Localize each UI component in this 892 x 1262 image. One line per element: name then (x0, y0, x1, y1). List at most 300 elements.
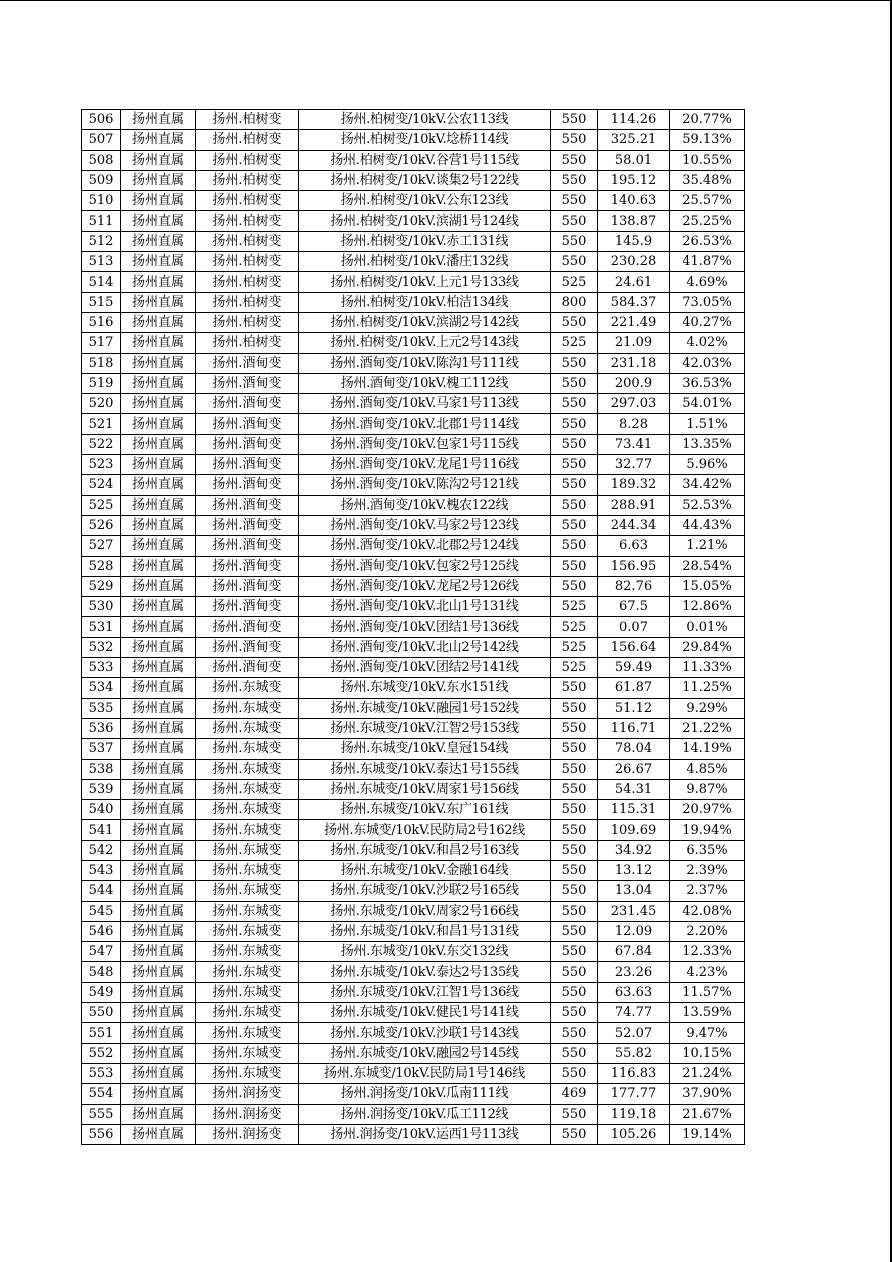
load-cell: 109.69 (598, 820, 670, 840)
capacity-cell: 550 (551, 1023, 598, 1043)
line-name-cell: 扬州.酒甸变/10kV.北山1号131线 (299, 597, 551, 617)
row-number-cell: 509 (82, 170, 121, 190)
row-number-cell: 515 (82, 292, 121, 312)
line-name-cell: 扬州.东城变/10kV.和昌1号131线 (299, 921, 551, 941)
capacity-cell: 550 (551, 718, 598, 738)
line-name-cell: 扬州.酒甸变/10kV.槐工112线 (299, 373, 551, 393)
row-number-cell: 536 (82, 718, 121, 738)
line-name-cell: 扬州.柏树变/10kV.潘庄132线 (299, 252, 551, 272)
line-name-cell: 扬州.东城变/10kV.江智2号153线 (299, 718, 551, 738)
capacity-cell: 525 (551, 637, 598, 657)
load-rate-cell: 41.87% (670, 252, 745, 272)
load-cell: 230.28 (598, 252, 670, 272)
company-cell: 扬州直属 (121, 1084, 196, 1104)
line-name-cell: 扬州.东城变/10kV.融园2号145线 (299, 1043, 551, 1063)
load-rate-cell: 2.39% (670, 860, 745, 880)
load-cell: 63.63 (598, 982, 670, 1002)
capacity-cell: 550 (551, 515, 598, 535)
capacity-cell: 550 (551, 556, 598, 576)
substation-cell: 扬州.东城变 (196, 739, 299, 759)
load-rate-cell: 1.51% (670, 414, 745, 434)
substation-cell: 扬州.东城变 (196, 982, 299, 1002)
capacity-cell: 550 (551, 820, 598, 840)
row-number-cell: 528 (82, 556, 121, 576)
table-row (82, 921, 745, 941)
capacity-cell: 550 (551, 1043, 598, 1063)
company-cell: 扬州直属 (121, 597, 196, 617)
row-number-cell: 543 (82, 860, 121, 880)
load-cell: 156.64 (598, 637, 670, 657)
row-number-cell: 551 (82, 1023, 121, 1043)
table-row (82, 718, 745, 738)
line-name-cell: 扬州.酒甸变/10kV.龙尾2号126线 (299, 576, 551, 596)
load-rate-cell: 28.54% (670, 556, 745, 576)
top-border-line (0, 0, 892, 1)
substation-cell: 扬州.酒甸变 (196, 414, 299, 434)
capacity-cell: 550 (551, 881, 598, 901)
load-rate-cell: 15.05% (670, 576, 745, 596)
load-cell: 116.83 (598, 1063, 670, 1083)
substation-cell: 扬州.柏树变 (196, 170, 299, 190)
load-cell: 52.07 (598, 1023, 670, 1043)
substation-cell: 扬州.东城变 (196, 678, 299, 698)
company-cell: 扬州直属 (121, 252, 196, 272)
load-cell: 115.31 (598, 800, 670, 820)
row-number-cell: 534 (82, 678, 121, 698)
row-number-cell: 556 (82, 1124, 121, 1144)
load-rate-cell: 14.19% (670, 739, 745, 759)
row-number-cell: 521 (82, 414, 121, 434)
company-cell: 扬州直属 (121, 150, 196, 170)
table-row (82, 455, 745, 475)
row-number-cell: 537 (82, 739, 121, 759)
load-cell: 177.77 (598, 1084, 670, 1104)
load-cell: 200.9 (598, 373, 670, 393)
company-cell: 扬州直属 (121, 312, 196, 332)
load-cell: 13.04 (598, 881, 670, 901)
table-row (82, 414, 745, 434)
load-cell: 231.45 (598, 901, 670, 921)
load-cell: 138.87 (598, 211, 670, 231)
substation-cell: 扬州.酒甸变 (196, 495, 299, 515)
table-row (82, 333, 745, 353)
substation-cell: 扬州.酒甸变 (196, 394, 299, 414)
substation-cell: 扬州.酒甸变 (196, 637, 299, 657)
line-name-cell: 扬州.柏树变/10kV.埝桥114线 (299, 130, 551, 150)
capacity-cell: 550 (551, 962, 598, 982)
load-rate-cell: 9.87% (670, 779, 745, 799)
load-rate-cell: 25.57% (670, 191, 745, 211)
table-row (82, 840, 745, 860)
load-rate-cell: 44.43% (670, 515, 745, 535)
table-row (82, 292, 745, 312)
load-cell: 156.95 (598, 556, 670, 576)
company-cell: 扬州直属 (121, 536, 196, 556)
load-rate-cell: 36.53% (670, 373, 745, 393)
row-number-cell: 518 (82, 353, 121, 373)
line-name-cell: 扬州.柏树变/10kV.上元2号143线 (299, 333, 551, 353)
company-cell: 扬州直属 (121, 759, 196, 779)
company-cell: 扬州直属 (121, 1023, 196, 1043)
load-rate-cell: 21.24% (670, 1063, 745, 1083)
load-rate-cell: 34.42% (670, 475, 745, 495)
line-name-cell: 扬州.润扬变/10kV.运西1号113线 (299, 1124, 551, 1144)
load-rate-cell: 4.85% (670, 759, 745, 779)
row-number-cell: 553 (82, 1063, 121, 1083)
row-number-cell: 550 (82, 1003, 121, 1023)
load-rate-cell: 13.59% (670, 1003, 745, 1023)
load-rate-cell: 26.53% (670, 231, 745, 251)
row-number-cell: 542 (82, 840, 121, 860)
table-row (82, 617, 745, 637)
table-row (82, 637, 745, 657)
substation-cell: 扬州.东城变 (196, 718, 299, 738)
table-row (82, 170, 745, 190)
table-row (82, 312, 745, 332)
substation-cell: 扬州.东城变 (196, 962, 299, 982)
capacity-cell: 550 (551, 455, 598, 475)
row-number-cell: 526 (82, 515, 121, 535)
row-number-cell: 512 (82, 231, 121, 251)
company-cell: 扬州直属 (121, 1063, 196, 1083)
substation-cell: 扬州.酒甸变 (196, 556, 299, 576)
line-name-cell: 扬州.东城变/10kV.皇冠154线 (299, 739, 551, 759)
load-cell: 78.04 (598, 739, 670, 759)
table-row (82, 1003, 745, 1023)
company-cell: 扬州直属 (121, 698, 196, 718)
table-row (82, 576, 745, 596)
substation-cell: 扬州.柏树变 (196, 252, 299, 272)
line-name-cell: 扬州.东城变/10kV.融园1号152线 (299, 698, 551, 718)
substation-cell: 扬州.酒甸变 (196, 455, 299, 475)
line-name-cell: 扬州.酒甸变/10kV.包家1号115线 (299, 434, 551, 454)
company-cell: 扬州直属 (121, 414, 196, 434)
load-rate-cell: 0.01% (670, 617, 745, 637)
table-row (82, 962, 745, 982)
company-cell: 扬州直属 (121, 658, 196, 678)
line-name-cell: 扬州.东城变/10kV.民防局1号146线 (299, 1063, 551, 1083)
line-name-cell: 扬州.东城变/10kV.周家1号156线 (299, 779, 551, 799)
load-cell: 67.5 (598, 597, 670, 617)
load-rate-cell: 10.15% (670, 1043, 745, 1063)
load-cell: 58.01 (598, 150, 670, 170)
substation-cell: 扬州.东城变 (196, 942, 299, 962)
load-cell: 13.12 (598, 860, 670, 880)
company-cell: 扬州直属 (121, 191, 196, 211)
line-name-cell: 扬州.酒甸变/10kV.陈沟2号121线 (299, 475, 551, 495)
company-cell: 扬州直属 (121, 556, 196, 576)
table-row (82, 1043, 745, 1063)
load-cell: 145.9 (598, 231, 670, 251)
company-cell: 扬州直属 (121, 739, 196, 759)
row-number-cell: 554 (82, 1084, 121, 1104)
row-number-cell: 513 (82, 252, 121, 272)
table-row (82, 982, 745, 1002)
substation-cell: 扬州.柏树变 (196, 211, 299, 231)
capacity-cell: 550 (551, 860, 598, 880)
line-name-cell: 扬州.柏树变/10kV.滨湖1号124线 (299, 211, 551, 231)
load-rate-cell: 54.01% (670, 394, 745, 414)
row-number-cell: 541 (82, 820, 121, 840)
substation-cell: 扬州.东城变 (196, 1023, 299, 1043)
load-cell: 584.37 (598, 292, 670, 312)
substation-cell: 扬州.酒甸变 (196, 658, 299, 678)
row-number-cell: 510 (82, 191, 121, 211)
company-cell: 扬州直属 (121, 962, 196, 982)
company-cell: 扬州直属 (121, 353, 196, 373)
line-name-cell: 扬州.东城变/10kV.泰达1号155线 (299, 759, 551, 779)
line-name-cell: 扬州.酒甸变/10kV.陈沟1号111线 (299, 353, 551, 373)
capacity-cell: 525 (551, 658, 598, 678)
line-name-cell: 扬州.东城变/10kV.东交132线 (299, 942, 551, 962)
company-cell: 扬州直属 (121, 779, 196, 799)
load-cell: 67.84 (598, 942, 670, 962)
company-cell: 扬州直属 (121, 1043, 196, 1063)
substation-cell: 扬州.柏树变 (196, 150, 299, 170)
company-cell: 扬州直属 (121, 800, 196, 820)
line-name-cell: 扬州.酒甸变/10kV.包家2号125线 (299, 556, 551, 576)
line-name-cell: 扬州.柏树变/10kV.谷营1号115线 (299, 150, 551, 170)
capacity-cell: 550 (551, 982, 598, 1002)
capacity-cell: 550 (551, 678, 598, 698)
table-row (82, 800, 745, 820)
load-rate-cell: 12.33% (670, 942, 745, 962)
load-cell: 26.67 (598, 759, 670, 779)
table-row (82, 678, 745, 698)
load-cell: 195.12 (598, 170, 670, 190)
capacity-cell: 550 (551, 698, 598, 718)
load-rate-cell: 6.35% (670, 840, 745, 860)
load-cell: 74.77 (598, 1003, 670, 1023)
row-number-cell: 533 (82, 658, 121, 678)
line-name-cell: 扬州.东城变/10kV.周家2号166线 (299, 901, 551, 921)
company-cell: 扬州直属 (121, 292, 196, 312)
row-number-cell: 532 (82, 637, 121, 657)
row-number-cell: 539 (82, 779, 121, 799)
company-cell: 扬州直属 (121, 434, 196, 454)
load-cell: 82.76 (598, 576, 670, 596)
row-number-cell: 531 (82, 617, 121, 637)
table-row (82, 272, 745, 292)
capacity-cell: 550 (551, 475, 598, 495)
load-rate-cell: 52.53% (670, 495, 745, 515)
row-number-cell: 524 (82, 475, 121, 495)
line-name-cell: 扬州.酒甸变/10kV.马家1号113线 (299, 394, 551, 414)
row-number-cell: 511 (82, 211, 121, 231)
capacity-cell: 550 (551, 779, 598, 799)
table-row (82, 597, 745, 617)
load-rate-cell: 42.03% (670, 353, 745, 373)
table-row (82, 1023, 745, 1043)
substation-cell: 扬州.柏树变 (196, 312, 299, 332)
company-cell: 扬州直属 (121, 170, 196, 190)
capacity-cell: 469 (551, 1084, 598, 1104)
line-name-cell: 扬州.柏树变/10kV.滨湖2号142线 (299, 312, 551, 332)
row-number-cell: 523 (82, 455, 121, 475)
line-name-cell: 扬州.东城变/10kV.沙联2号165线 (299, 881, 551, 901)
table-row (82, 191, 745, 211)
capacity-cell: 550 (551, 130, 598, 150)
table-row (82, 658, 745, 678)
capacity-cell: 550 (551, 1063, 598, 1083)
company-cell: 扬州直属 (121, 211, 196, 231)
company-cell: 扬州直属 (121, 394, 196, 414)
load-rate-cell: 11.57% (670, 982, 745, 1002)
company-cell: 扬州直属 (121, 475, 196, 495)
load-cell: 61.87 (598, 678, 670, 698)
line-name-cell: 扬州.酒甸变/10kV.北郡1号114线 (299, 414, 551, 434)
company-cell: 扬州直属 (121, 110, 196, 130)
substation-cell: 扬州.东城变 (196, 860, 299, 880)
substation-cell: 扬州.柏树变 (196, 292, 299, 312)
load-cell: 21.09 (598, 333, 670, 353)
table-row (82, 252, 745, 272)
line-name-cell: 扬州.东城变/10kV.东水151线 (299, 678, 551, 698)
company-cell: 扬州直属 (121, 1003, 196, 1023)
company-cell: 扬州直属 (121, 455, 196, 475)
row-number-cell: 540 (82, 800, 121, 820)
substation-cell: 扬州.东城变 (196, 820, 299, 840)
table-row (82, 110, 745, 130)
table-row (82, 231, 745, 251)
load-cell: 231.18 (598, 353, 670, 373)
feeder-load-table (81, 109, 745, 1145)
capacity-cell: 550 (551, 759, 598, 779)
load-cell: 325.21 (598, 130, 670, 150)
row-number-cell: 547 (82, 942, 121, 962)
row-number-cell: 514 (82, 272, 121, 292)
line-name-cell: 扬州.润扬变/10kV.瓜南111线 (299, 1084, 551, 1104)
substation-cell: 扬州.东城变 (196, 698, 299, 718)
table-row (82, 515, 745, 535)
table-row (82, 150, 745, 170)
substation-cell: 扬州.东城变 (196, 800, 299, 820)
load-cell: 6.63 (598, 536, 670, 556)
line-name-cell: 扬州.润扬变/10kV.瓜工112线 (299, 1104, 551, 1124)
line-name-cell: 扬州.东城变/10kV.健民1号141线 (299, 1003, 551, 1023)
load-cell: 32.77 (598, 455, 670, 475)
company-cell: 扬州直属 (121, 881, 196, 901)
table-row (82, 779, 745, 799)
capacity-cell: 550 (551, 942, 598, 962)
load-cell: 59.49 (598, 658, 670, 678)
capacity-cell: 550 (551, 252, 598, 272)
line-name-cell: 扬州.酒甸变/10kV.北山2号142线 (299, 637, 551, 657)
capacity-cell: 550 (551, 170, 598, 190)
capacity-cell: 550 (551, 414, 598, 434)
load-rate-cell: 19.14% (670, 1124, 745, 1144)
company-cell: 扬州直属 (121, 130, 196, 150)
company-cell: 扬州直属 (121, 515, 196, 535)
substation-cell: 扬州.柏树变 (196, 130, 299, 150)
line-name-cell: 扬州.柏树变/10kV.公农113线 (299, 110, 551, 130)
load-cell: 54.31 (598, 779, 670, 799)
capacity-cell: 550 (551, 1104, 598, 1124)
capacity-cell: 550 (551, 231, 598, 251)
substation-cell: 扬州.东城变 (196, 881, 299, 901)
load-rate-cell: 40.27% (670, 312, 745, 332)
table-row (82, 820, 745, 840)
capacity-cell: 550 (551, 921, 598, 941)
capacity-cell: 550 (551, 353, 598, 373)
load-rate-cell: 4.02% (670, 333, 745, 353)
load-cell: 73.41 (598, 434, 670, 454)
capacity-cell: 525 (551, 333, 598, 353)
row-number-cell: 516 (82, 312, 121, 332)
table-row (82, 1084, 745, 1104)
company-cell: 扬州直属 (121, 921, 196, 941)
load-rate-cell: 25.25% (670, 211, 745, 231)
load-rate-cell: 9.47% (670, 1023, 745, 1043)
load-rate-cell: 12.86% (670, 597, 745, 617)
load-cell: 221.49 (598, 312, 670, 332)
load-rate-cell: 1.21% (670, 536, 745, 556)
table-row (82, 698, 745, 718)
company-cell: 扬州直属 (121, 495, 196, 515)
row-number-cell: 530 (82, 597, 121, 617)
substation-cell: 扬州.柏树变 (196, 110, 299, 130)
capacity-cell: 550 (551, 800, 598, 820)
load-rate-cell: 59.13% (670, 130, 745, 150)
company-cell: 扬州直属 (121, 272, 196, 292)
substation-cell: 扬州.柏树变 (196, 231, 299, 251)
row-number-cell: 506 (82, 110, 121, 130)
load-cell: 23.26 (598, 962, 670, 982)
row-number-cell: 538 (82, 759, 121, 779)
load-cell: 244.34 (598, 515, 670, 535)
substation-cell: 扬州.酒甸变 (196, 434, 299, 454)
table-row (82, 1124, 745, 1144)
company-cell: 扬州直属 (121, 901, 196, 921)
company-cell: 扬州直属 (121, 982, 196, 1002)
table-row (82, 475, 745, 495)
company-cell: 扬州直属 (121, 1104, 196, 1124)
capacity-cell: 550 (551, 394, 598, 414)
table-row (82, 536, 745, 556)
company-cell: 扬州直属 (121, 617, 196, 637)
load-cell: 189.32 (598, 475, 670, 495)
substation-cell: 扬州.润扬变 (196, 1104, 299, 1124)
row-number-cell: 548 (82, 962, 121, 982)
company-cell: 扬州直属 (121, 637, 196, 657)
company-cell: 扬州直属 (121, 942, 196, 962)
load-rate-cell: 20.77% (670, 110, 745, 130)
load-cell: 114.26 (598, 110, 670, 130)
row-number-cell: 555 (82, 1104, 121, 1124)
substation-cell: 扬州.酒甸变 (196, 373, 299, 393)
substation-cell: 扬州.东城变 (196, 759, 299, 779)
company-cell: 扬州直属 (121, 718, 196, 738)
capacity-cell: 550 (551, 110, 598, 130)
line-name-cell: 扬州.酒甸变/10kV.团结1号136线 (299, 617, 551, 637)
company-cell: 扬州直属 (121, 860, 196, 880)
line-name-cell: 扬州.柏树变/10kV.赤工131线 (299, 231, 551, 251)
substation-cell: 扬州.柏树变 (196, 272, 299, 292)
capacity-cell: 550 (551, 191, 598, 211)
load-cell: 119.18 (598, 1104, 670, 1124)
load-rate-cell: 42.08% (670, 901, 745, 921)
table-row (82, 353, 745, 373)
load-rate-cell: 19.94% (670, 820, 745, 840)
line-name-cell: 扬州.酒甸变/10kV.团结2号141线 (299, 658, 551, 678)
load-rate-cell: 21.67% (670, 1104, 745, 1124)
load-rate-cell: 10.55% (670, 150, 745, 170)
table-row (82, 881, 745, 901)
substation-cell: 扬州.东城变 (196, 1003, 299, 1023)
substation-cell: 扬州.酒甸变 (196, 617, 299, 637)
capacity-cell: 550 (551, 840, 598, 860)
capacity-cell: 550 (551, 312, 598, 332)
